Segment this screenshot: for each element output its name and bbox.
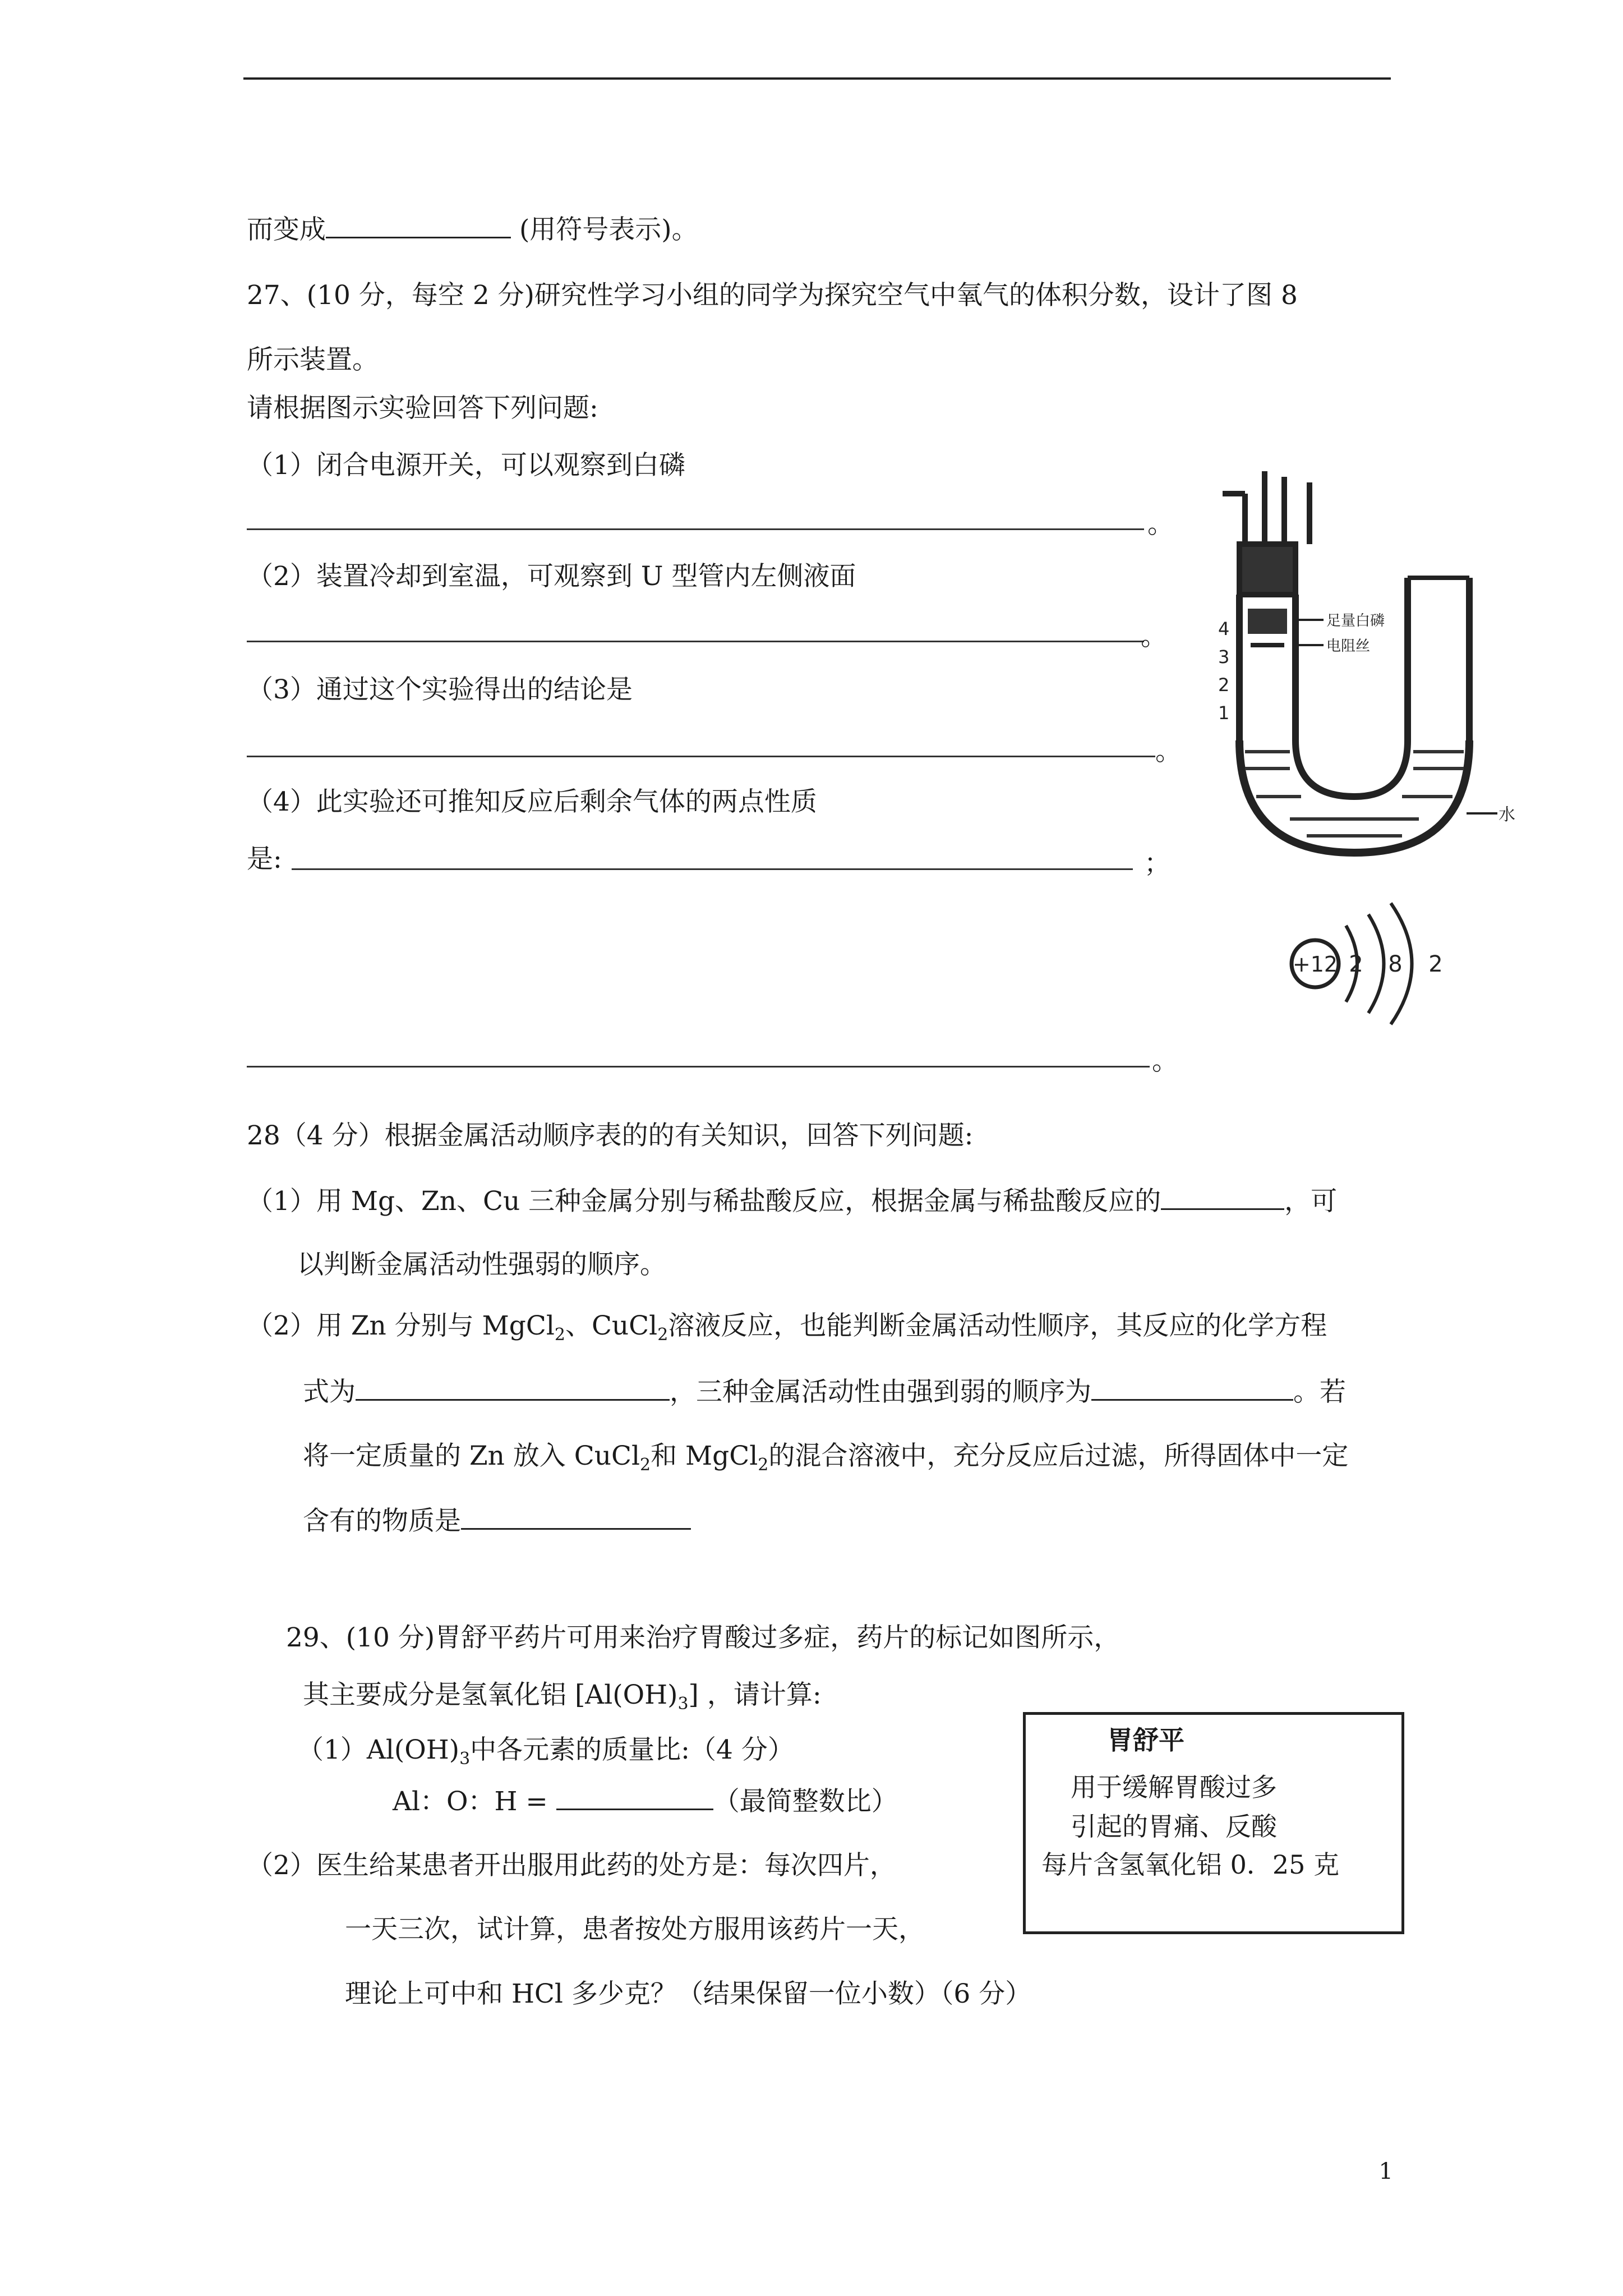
q27-part3: （3）通过这个实验得出的结论是 — [247, 674, 633, 705]
q29-part1: $(1)Al(OH)_3$中各元素的质量比:（4 分） — [297, 1734, 794, 1769]
page-number: 1 — [1378, 2159, 1393, 2184]
q28-part1-cont: 以判断金属活动性强弱的顺序。 — [297, 1249, 666, 1280]
scale-mark: 2 — [1218, 674, 1230, 696]
answer-blank[interactable] — [461, 1503, 691, 1530]
q28-header: 28（4 分）根据金属活动顺序表的的有关知识，回答下列问题: — [247, 1120, 974, 1151]
header-rule — [243, 77, 1391, 80]
semicolon: ； — [1144, 848, 1170, 879]
nucleus-charge: +12 — [1292, 952, 1338, 977]
shell-electrons: 2 — [1428, 951, 1443, 977]
period: 。 — [1147, 509, 1174, 540]
q27-header-cont: 所示装置。 — [247, 344, 379, 375]
medicine-dosage: 每片含氢氧化铝 0．25 克 — [1041, 1849, 1340, 1880]
medicine-name: 胃舒平 — [1107, 1725, 1184, 1755]
answer-line-1[interactable] — [247, 528, 1144, 530]
q27-part2: （2）装置冷却到室温，可观察到 U 型管内左侧液面 — [247, 561, 856, 592]
q29-part2-line3: 理论上可中和 HCl 多少克？（结果保留一位小数）（6 分） — [345, 1978, 1032, 2009]
q29-header: 29、(10 分)胃舒平药片可用来治疗胃酸过多症，药片的标记如图所示， — [286, 1622, 1121, 1653]
q29-part2-line2: 一天三次，试计算，患者按处方服用该药片一天， — [345, 1914, 925, 1945]
q28-part2: （2）用 Zn 分别与 MgCl$_2$、CuCl$_2$溶液反应，也能判断金属活动性顺序，其反应的化学方程 — [247, 1310, 1327, 1345]
q27-header: 27、(10 分，每空 2 分)研究性学习小组的同学为探究空气中氧气的体积分数，设计了图 8 — [247, 280, 1298, 311]
answer-line-4[interactable] — [292, 868, 1133, 870]
water-label: 水 — [1498, 805, 1515, 825]
answer-blank[interactable] — [326, 212, 511, 238]
period: 。 — [1155, 736, 1182, 767]
shell-electrons: 8 — [1388, 951, 1403, 977]
q29-line2: 其主要成分是氢氧化铝 $[Al(OH)_3]$ ，请计算: — [303, 1680, 822, 1714]
q28-part2-line2: 式为 ，三种金属活动性由强到弱的顺序为 。若 — [303, 1374, 1346, 1409]
q29-part2: （2）医生给某患者开出服用此药的处方是：每次四片， — [247, 1850, 896, 1881]
medicine-usage-1: 用于缓解胃酸过多 — [1071, 1772, 1277, 1802]
scale-mark: 1 — [1218, 702, 1230, 724]
q28-part1: （1）用 Mg、Zn、Cu 三种金属分别与稀盐酸反应，根据金属与稀盐酸反应的 ，可 — [247, 1184, 1337, 1218]
q28-part2-line4: 含有的物质是 — [303, 1503, 691, 1538]
answer-line-3[interactable] — [247, 756, 1155, 757]
q27-part4-prefix: 是: — [247, 844, 282, 875]
scale-mark: 3 — [1218, 646, 1230, 668]
period: 。 — [1141, 621, 1167, 652]
carryover-line: 而变成 (用符号表示)。 — [247, 212, 698, 247]
answer-line-2[interactable] — [247, 641, 1144, 642]
ratio-blank[interactable] — [556, 1784, 713, 1810]
answer-blank[interactable] — [1161, 1184, 1284, 1210]
q27-part4: （4）此实验还可推知反应后剩余气体的两点性质 — [247, 786, 817, 817]
mg-atom-structure-diagram — [1284, 898, 1486, 1038]
u-tube-apparatus-diagram — [1211, 460, 1525, 898]
q27-intro: 请根据图示实验回答下列问题: — [247, 393, 598, 424]
medicine-label-box — [1023, 1712, 1404, 1934]
q27-part1: （1）闭合电源开关，可以观察到白磷 — [247, 450, 685, 481]
answer-line-5[interactable] — [247, 1066, 1150, 1068]
activity-order-blank[interactable] — [1091, 1374, 1293, 1401]
equation-blank[interactable] — [356, 1374, 670, 1401]
medicine-usage-2: 引起的胃痛、反酸 — [1071, 1811, 1277, 1842]
shell-electrons: 2 — [1349, 951, 1363, 977]
scale-mark: 4 — [1218, 618, 1230, 639]
period: 。 — [1152, 1046, 1178, 1076]
resistor-label: 电阻丝 — [1326, 638, 1371, 655]
q28-part2-line3: 将一定质量的 Zn 放入 CuCl$_2$和 MgCl$_2$的混合溶液中，充分反应后过滤，所得固体中一定 — [303, 1441, 1349, 1475]
phosphorus-label: 足量白磷 — [1326, 613, 1385, 629]
q29-ratio: Al：O：H = （最简整数比） — [393, 1784, 898, 1819]
